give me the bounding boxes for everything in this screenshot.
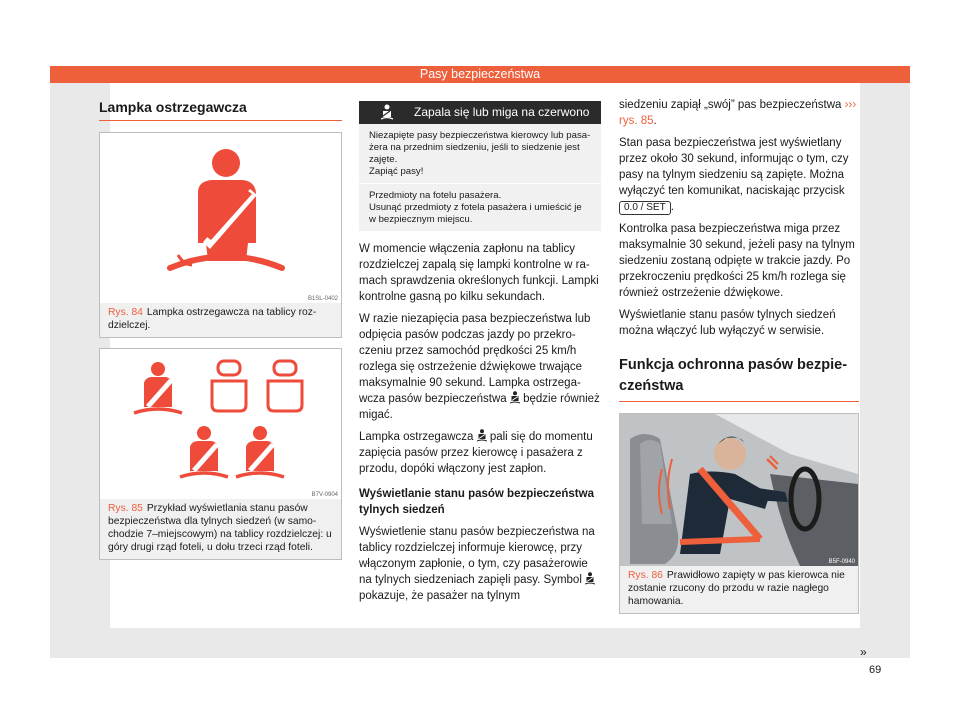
figure-85-art	[100, 349, 341, 499]
figure-85-label: Rys. 85	[108, 503, 143, 514]
paragraph-lamp-on-end: pali się do momentu zapięcia pasów przez kierowcę i pasażera z przodu, dopóki włączony jest zapłon.	[359, 431, 593, 475]
middle-column	[359, 101, 601, 610]
figure-84-caption-text: Lampka ostrzegawcza na tablicy rozdzielczej.	[108, 307, 317, 331]
seatbelt-icon	[510, 391, 520, 404]
seatbelt-icon	[585, 572, 595, 585]
paragraph-rear-status-end: pokazuje, że pasażer na tylnym	[359, 590, 521, 602]
paragraph-unbuckled	[359, 311, 601, 423]
paragraph-blinking: Kontrolka pasa bezpieczeństwa miga przez maksymalnie 30 sekund, jeżeli pasy na tylnym siedzeniu zostaną odpięte w trakcie jazdy. Po przekroczeniu prędkości 25 km/h rozlega się również ostrzeżenie dźwiękowe.	[619, 223, 855, 299]
warning-item-objects-action: Usunąć przedmioty z fotela pasażera i umieścić je w bezpiecznym miejscu.	[369, 202, 582, 225]
paragraph-lamp-on-start: Lampka ostrzegawcza	[359, 431, 474, 443]
right-body-text	[619, 97, 859, 339]
figure-85	[99, 348, 342, 560]
paragraph-lamp-on	[359, 429, 601, 477]
paragraph-unbuckled-end: będzie również migać.	[359, 393, 600, 421]
figure-84-art	[100, 133, 341, 303]
figure-86-caption	[620, 566, 858, 613]
warning-item-objects-text: Przedmioty na fotelu pasażera.	[369, 190, 502, 201]
paragraph-rear-status-start: Wyświetlenie stanu pasów bezpieczeństwa na tablicy rozdzielczej informuje kierowcę, przy włączonym zapłonie, o tym, czy pasażerowie na tylnych siedzeniach zapięli pasy. Symbol	[359, 526, 595, 586]
left-column	[99, 95, 342, 560]
paragraph-continued-text: siedzeniu zapiął „swój” pas bezpieczeństwa	[619, 99, 842, 111]
page-number: 69	[869, 664, 882, 676]
warning-box-title: Zapala się lub miga na czerwono	[414, 105, 590, 119]
set-key: 0.0 / SET	[619, 201, 671, 215]
figure-84	[99, 132, 342, 338]
section-title-protection: Funkcja ochronna pasów bezpieczeństwa	[619, 355, 859, 402]
warning-box	[359, 101, 601, 231]
rear-seatbelt-status-icon	[100, 349, 341, 499]
figure-85-caption	[100, 499, 341, 559]
paragraph-display-duration	[619, 135, 859, 215]
warning-item-belts	[359, 124, 601, 183]
seatbelt-icon	[381, 104, 393, 121]
paragraph-ignition: W momencie włączenia zapłonu na tablicy rozdzielczej zapalą się lampki kontrolne w ramach sprawdzenia określonych funkcji. Lampki kontrolne gasną po kilku sekundach.	[359, 243, 599, 303]
page-header-banner: Pasy bezpieczeństwa	[50, 66, 910, 83]
figure-85-code: B7V-0904	[311, 492, 338, 498]
right-column	[619, 95, 859, 614]
section-title-warning-lamp: Lampka ostrzegawcza	[99, 95, 342, 121]
seatbelt-warning-icon	[100, 133, 341, 303]
figure-86-art	[620, 414, 858, 566]
paragraph-continued	[619, 97, 859, 129]
figure-86-code: B5F-0940	[828, 559, 855, 565]
figure-84-caption	[100, 303, 341, 337]
continue-arrow: »	[860, 645, 867, 659]
figure-85-reference-link[interactable]: ››› rys. 85	[619, 99, 857, 127]
figure-84-code: B1SL-0402	[307, 296, 338, 302]
figure-86-label: Rys. 86	[628, 570, 663, 581]
seatbelt-icon	[477, 429, 487, 442]
right-margin-strip	[860, 83, 910, 628]
paragraph-continued-end: .	[653, 115, 657, 127]
figure-86-caption-text: Prawidłowo zapięty w pas kierowca nie zostanie rzucony do przodu w razie nagłego hamowania.	[628, 570, 845, 607]
subheading-rear-status: Wyświetlanie stanu pasów bezpieczeństwa tylnych siedzeń	[359, 488, 594, 516]
warning-item-belts-action: Zapiąć pasy!	[369, 166, 424, 177]
figure-86	[619, 413, 859, 614]
bottom-margin-strip	[50, 628, 910, 658]
paragraph-service: Wyświetlanie stanu pasów tylnych siedzeń można włączyć lub wyłączyć w serwisie.	[619, 309, 836, 337]
paragraph-display-duration-text: Stan pasa bezpieczeństwa jest wyświetlany przez około 30 sekund, informując o tym, czy pasy na tylnym siedzeniu są zapięte. Można wyłączyć ten komunikat, naciskając przycisk	[619, 137, 849, 197]
figure-85-caption-text: Przykład wyświetlania stanu pasów bezpieczeństwa dla tylnych siedzeń (w samochodzie 7–miejscowym) na tablicy rozdzielczej: u góry drugi rząd foteli, u dołu trzeci rząd foteli.	[108, 503, 332, 553]
warning-item-objects	[359, 183, 601, 231]
middle-body-text	[359, 241, 601, 604]
figure-84-label: Rys. 84	[108, 307, 143, 318]
warning-box-header	[359, 101, 601, 124]
paragraph-rear-status	[359, 524, 601, 604]
driver-illustration	[620, 414, 858, 566]
warning-item-belts-text: Niezapięte pasy bezpieczeństwa kierowcy lub pasażera na przednim siedzeniu, jeśli to siedzenie jest zajęte.	[369, 130, 591, 165]
paragraph-display-duration-end: .	[670, 201, 674, 213]
paragraph-unbuckled-text: W razie niezapięcia pasa bezpieczeństwa lub odpięcia pasów podczas jazdy po przekroczeniu przez samochód prędkości 25 km/h rozlega się ostrzeżenie dźwiękowe trwające maksymalnie 90 sekund. Lampka ostrzegawcza pasów bezpieczeństwa	[359, 313, 591, 405]
